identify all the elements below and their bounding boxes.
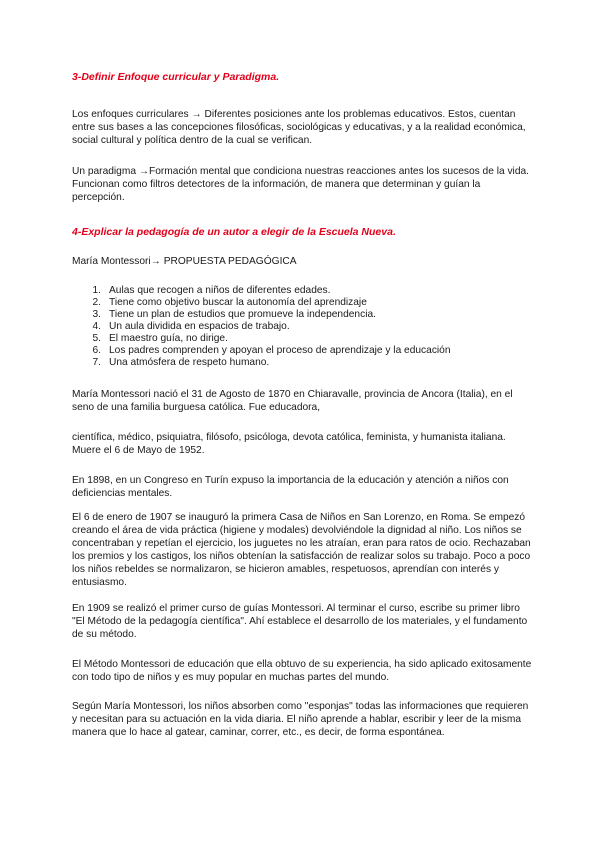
list-item xyxy=(72,285,512,297)
list-item-number: 7. xyxy=(92,357,101,368)
list-item-number: 2. xyxy=(92,297,101,308)
list-item xyxy=(72,309,512,321)
list-item-text: Tiene como objetivo buscar la autonomía del aprendizaje xyxy=(109,297,367,308)
biography-paragraph-1: María Montessori nació el 31 de Agosto de 1870 en Chiaravalle, provincia de Ancora (Italia), en el seno de una familia burguesa católica. Fue educadora, xyxy=(72,389,513,413)
section-4-heading: 4-Explicar la pedagogía de un autor a elegir de la Escuela Nueva. xyxy=(72,226,396,238)
pedagogical-proposal-list xyxy=(72,285,512,369)
list-item-text: Tiene un plan de estudios que promueve la independencia. xyxy=(109,309,376,320)
list-item-number: 6. xyxy=(92,345,101,356)
list-item xyxy=(72,297,512,309)
casa-de-ninos-1907-paragraph: El 6 de enero de 1907 se inauguró la primera Casa de Niños en San Lorenzo, en Roma. Se empezó creando el área de vida práctica (higiene y modales) devolviéndole la dignidad al niño. Los niños se concentraban y repetían el ejercicio, los juguetes no les atraían, eran para ratos de ocio. Rechazaban los premios y los castigos, los niños obtenían la satisfacción de realizar solos su trabajo. Poco a poco los niños rebeldes se normalizaron, se hicieron amables, respetuosos, aprendían con interés y entusiasmo. xyxy=(72,512,531,588)
list-item-number: 5. xyxy=(92,333,101,344)
paradigm-paragraph: Un paradigma →Formación mental que condiciona nuestras reacciones antes los sucesos de la vida. Funcionan como filtros detectores de la información, de manera que determinan y guían la percepción. xyxy=(72,166,529,203)
list-item-number: 4. xyxy=(92,321,101,332)
list-item-number: 3. xyxy=(92,309,101,320)
list-item-text: El maestro guía, no dirige. xyxy=(109,333,228,344)
sponges-paragraph: Según María Montessori, los niños absorben como "esponjas" todas las informaciones que requieren y necesitan para su actuación en la vida diaria. El niño aprende a hablar, escribir y leer de la misma manera que lo hace al gatear, caminar, correr, etc., es decir, de forma espontánea. xyxy=(72,701,529,738)
curricular-approaches-paragraph: Los enfoques curriculares → Diferentes posiciones ante los problemas educativos. Estos, cuentan entre sus bases a las concepciones filosóficas, sociológicas y educativas, y a la realidad económica, social cultural y política dentro de la cual se verifican. xyxy=(72,109,526,146)
list-item xyxy=(72,333,512,345)
biography-paragraph-2: científica, médico, psiquiatra, filósofo, psicóloga, devota católica, feminista, y humanista italiana. Muere el 6 de Mayo de 1952. xyxy=(72,432,506,456)
montessori-method-paragraph: El Método Montessori de educación que ella obtuvo de su experiencia, ha sido aplicado exitosamente con todo tipo de niños y es muy popular en muchas partes del mundo. xyxy=(72,659,532,683)
congress-1898-paragraph: En 1898, en un Congreso en Turín expuso la importancia de la educación y atención a niños con deficiencias mentales. xyxy=(72,475,509,499)
list-item-text: Los padres comprenden y apoyan el proceso de aprendizaje y la educación xyxy=(109,345,451,356)
list-item-text: Aulas que recogen a niños de diferentes edades. xyxy=(109,285,331,296)
montessori-proposal-title: María Montessori→ PROPUESTA PEDAGÓGICA xyxy=(72,256,297,267)
list-item xyxy=(72,321,512,333)
list-item-text: Un aula dividida en espacios de trabajo. xyxy=(109,321,290,332)
list-item-number: 1. xyxy=(92,285,101,296)
list-item-text: Una atmósfera de respeto humano. xyxy=(109,357,270,368)
first-course-1909-paragraph: En 1909 se realizó el primer curso de guías Montessori. Al terminar el curso, escribe su primer libro "El Método de la pedagogía científica". Ahí establece el desarrollo de los materiales, y el fundamento de su método. xyxy=(72,603,528,640)
list-item xyxy=(72,345,512,357)
section-3-heading: 3-Definir Enfoque curricular y Paradigma. xyxy=(72,71,280,83)
list-item xyxy=(72,357,512,369)
